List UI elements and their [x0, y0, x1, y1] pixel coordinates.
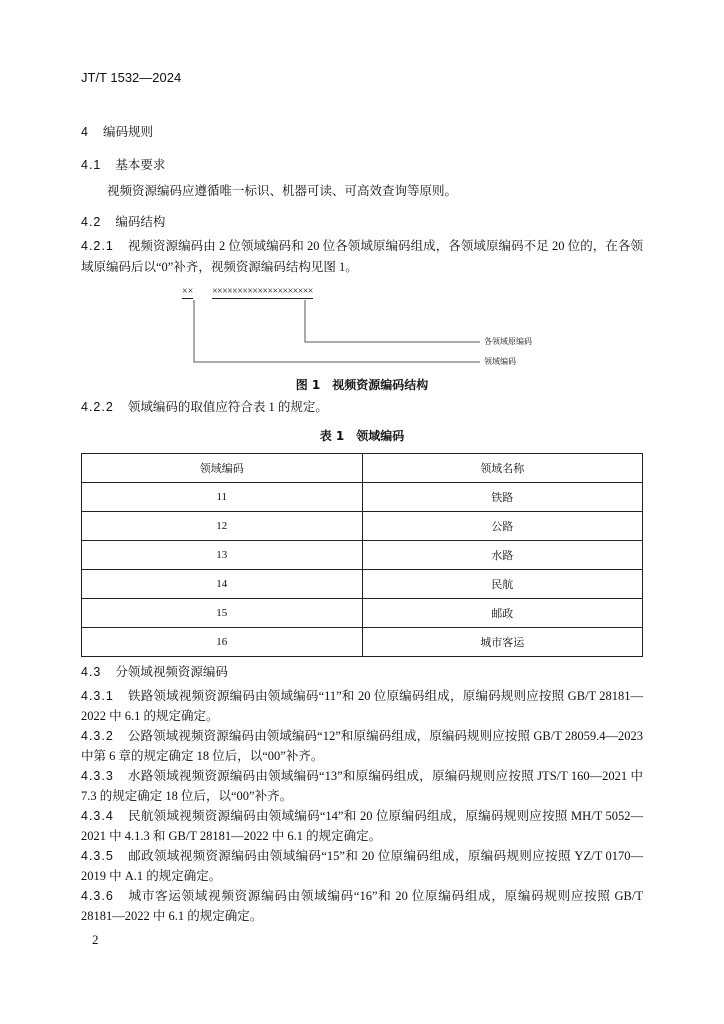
cell-name: 民航	[362, 570, 643, 599]
section-number: 4.3	[81, 665, 102, 679]
figure-caption: 图 1 视频资源编码结构	[295, 378, 429, 392]
clause-4-3-6	[81, 886, 643, 926]
table-row	[82, 512, 643, 541]
section-number: 4.2	[81, 215, 102, 229]
clause-text: 城市客运领域视频资源编码由领域编码“16”和 20 位原编码组成，原编码规则应按照 GB/T 28181—2022 中 6.1 的规定确定。	[81, 889, 643, 923]
section-4-1-heading	[81, 155, 165, 173]
clause-4-2-2	[81, 396, 643, 418]
label-orig-code: 各领域原编码	[484, 337, 532, 346]
section-title: 分领域视频资源编码	[115, 664, 228, 679]
clause-4-3-1	[81, 686, 643, 726]
table-row	[82, 541, 643, 570]
section-4-3-heading	[81, 662, 643, 682]
section-title: 编码规则	[102, 124, 153, 139]
cell-name: 公路	[362, 512, 643, 541]
section-4-1-text: 视频资源编码应遵循唯一标识、机器可读、可高效查询等原则。	[107, 184, 458, 198]
clause-4-3-4	[81, 806, 643, 846]
domain-code-placeholder: ××	[182, 286, 194, 297]
cell-code: 16	[82, 628, 363, 657]
section-4-2-heading	[81, 212, 165, 230]
cell-code: 11	[82, 483, 363, 512]
clause-number: 4.3.6	[81, 889, 114, 903]
table-header-row	[82, 454, 643, 483]
domain-code-table	[81, 453, 643, 657]
orig-code-placeholder: ××××××××××××××××××××	[212, 286, 313, 297]
clause-number: 4.3.3	[81, 769, 114, 783]
document-header: JT/T 1532—2024	[81, 70, 182, 85]
clause-number: 4.3.4	[81, 809, 114, 823]
clause-text: 视频资源编码由 2 位领域编码和 20 位各领域原编码组成，各领域原编码不足 20 位的，在各领域原编码后以“0”补齐，视频资源编码结构见图 1。	[81, 239, 643, 274]
cell-name: 水路	[362, 541, 643, 570]
label-domain-code: 领域编码	[484, 357, 516, 366]
clause-number: 4.2.1	[81, 239, 114, 253]
page-number: 2	[92, 932, 99, 947]
clause-4-3-2	[81, 726, 643, 766]
section-number: 4	[81, 125, 89, 139]
clause-4-3-5	[81, 846, 643, 886]
section-title: 编码结构	[115, 214, 166, 229]
clause-4-3-3	[81, 766, 643, 806]
section-title: 基本要求	[115, 157, 166, 172]
clause-4-2-1	[81, 236, 643, 278]
cell-name: 城市客运	[362, 628, 643, 657]
cell-code: 14	[82, 570, 363, 599]
table-row	[82, 483, 643, 512]
table-row	[82, 570, 643, 599]
table-caption: 表 1 领域编码	[319, 429, 405, 443]
clause-text: 领域编码的取值应符合表 1 的规定。	[127, 400, 328, 414]
table-row	[82, 628, 643, 657]
clause-number: 4.3.5	[81, 849, 114, 863]
section-4-3	[81, 662, 643, 948]
clause-text: 邮政领域视频资源编码由领域编码“15”和 20 位原编码组成，原编码规则应按照 YZ/T 0170—2019 中 A.1 的规定确定。	[81, 849, 643, 883]
clause-text: 铁路领域视频资源编码由领域编码“11”和 20 位原编码组成，原编码规则应按照 GB/T 28181—2022 中 6.1 的规定确定。	[81, 689, 643, 723]
section-4-heading	[81, 122, 153, 140]
section-number: 4.1	[81, 158, 102, 172]
clause-number: 4.2.2	[81, 400, 114, 414]
clause-text: 公路领域视频资源编码由领域编码“12”和原编码组成，原编码规则应按照 GB/T 28059.4—2023 中第 6 章的规定确定 18 位后，以“00”补齐。	[81, 729, 643, 763]
cell-code: 15	[82, 599, 363, 628]
cell-name: 邮政	[362, 599, 643, 628]
clause-number: 4.3.2	[81, 729, 114, 743]
cell-code: 13	[82, 541, 363, 570]
table-row	[82, 599, 643, 628]
clause-number: 4.3.1	[81, 689, 114, 703]
cell-name: 铁路	[362, 483, 643, 512]
cell-code: 12	[82, 512, 363, 541]
clause-text: 民航领域视频资源编码由领域编码“14”和 20 位原编码组成，原编码规则应按照 MH/T 5052—2021 中 4.1.3 和 GB/T 28181—2022 中 6.1 的规定确定。	[81, 809, 643, 843]
column-header: 领域名称	[362, 454, 643, 483]
clause-text: 水路领域视频资源编码由领域编码“13”和原编码组成，原编码规则应按照 JTS/T 160—2021 中 7.3 的规定确定 18 位后，以“00”补齐。	[81, 769, 643, 803]
column-header: 领域编码	[82, 454, 363, 483]
